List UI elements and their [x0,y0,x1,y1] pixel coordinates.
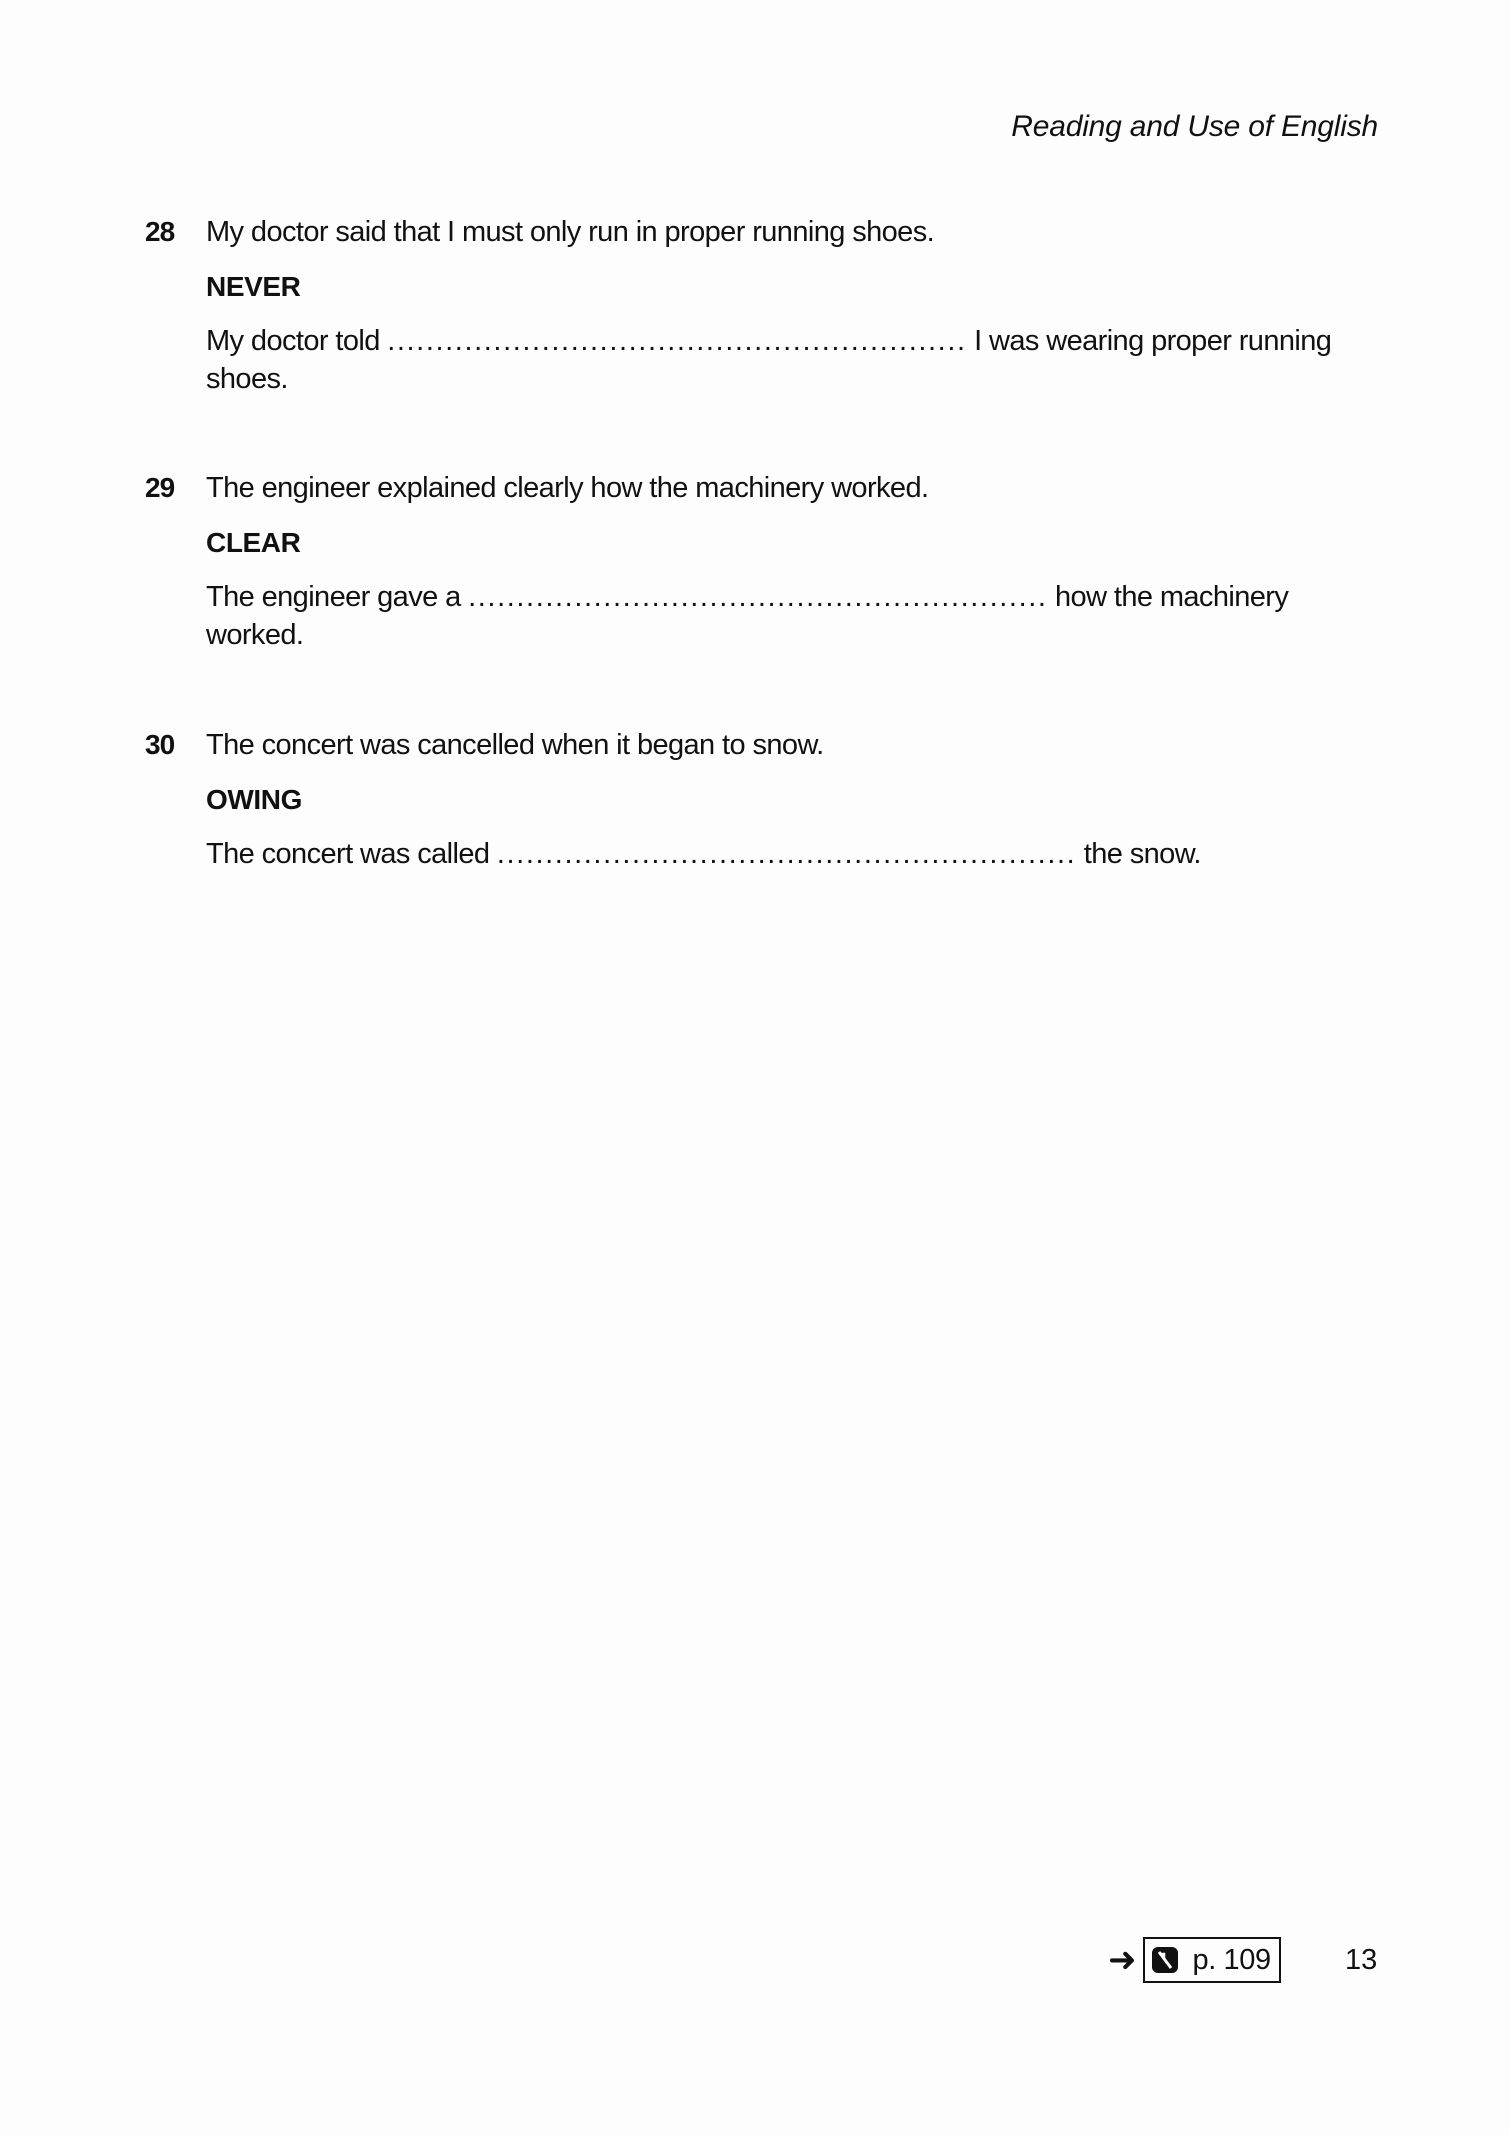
guide-reference[interactable] [1108,1937,1281,1983]
page-number: 13 [1345,1944,1378,1976]
question-sentence: The engineer explained clearly how the machinery worked. [206,472,929,504]
completion-sentence [206,835,1346,873]
answer-gap[interactable]: ............................................................ [387,325,967,357]
question-number: 29 [145,472,175,503]
completion-end: how the machinery worked. [206,581,1289,651]
key-word: CLEAR [206,527,301,558]
reference-box[interactable] [1143,1937,1281,1983]
completion-start: The concert was called [206,838,490,870]
guide-book-icon [1151,1946,1179,1974]
question-sentence: My doctor said that I must only run in proper running shoes. [206,216,935,248]
question-28 [145,216,1345,398]
question-number: 28 [145,216,175,247]
question-29 [145,472,1345,654]
section-title: Reading and Use of English [1011,110,1378,143]
completion-start: My doctor told [206,325,380,357]
reference-page: p. 109 [1192,1943,1271,1976]
completion-end: the snow. [1083,838,1201,870]
question-30 [145,729,1345,873]
key-word: NEVER [206,271,301,302]
answer-gap[interactable]: ............................................................ [468,581,1048,613]
completion-end: I was wearing proper running shoes. [206,325,1332,395]
completion-start: The engineer gave a [206,581,461,613]
completion-sentence [206,578,1346,654]
question-sentence: The concert was cancelled when it began to snow. [206,729,824,761]
question-number: 30 [145,729,175,760]
arrow-right-icon: ➜ [1108,1941,1137,1979]
completion-sentence [206,322,1346,398]
key-word: OWING [206,784,302,815]
answer-gap[interactable]: ............................................................ [496,838,1077,870]
